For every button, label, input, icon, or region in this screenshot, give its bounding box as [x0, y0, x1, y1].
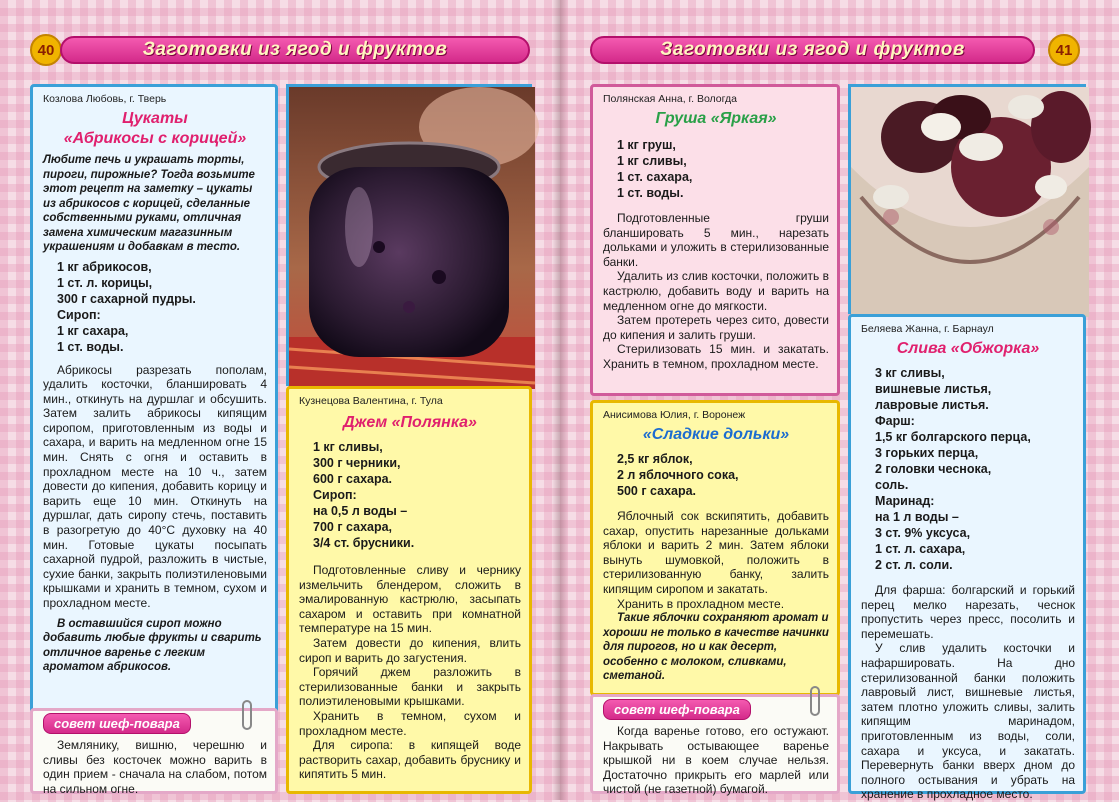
ingredient: 1 ст. воды. — [617, 186, 684, 200]
ingredient: 1 кг сливы, — [313, 440, 383, 454]
recipe-apricots — [30, 84, 278, 714]
ingredient: 1,5 кг болгарского перца, — [875, 430, 1031, 444]
ingredient: 500 г сахара. — [617, 484, 697, 498]
ingredient: Сироп: — [313, 488, 357, 502]
recipe-title: Груша «Яркая» — [655, 110, 777, 127]
ingredient: Сироп: — [57, 307, 101, 322]
ingredients-list — [299, 439, 521, 551]
ingredient: 1 ст. сахара, — [617, 170, 693, 184]
ingredient: 2 ст. л. соли. — [875, 558, 953, 572]
ingredient: 1 кг сахара, — [57, 323, 129, 338]
ingredient: 1 ст. л. сахара, — [875, 542, 966, 556]
right-page — [560, 0, 1119, 800]
recipe-body — [43, 363, 267, 611]
ingredient: 1 кг сливы, — [617, 154, 687, 168]
ingredient: 3 ст. 9% уксуса, — [875, 526, 971, 540]
recipe-paragraph: Хранить в темном, сухом и прохладном месте. — [299, 708, 521, 738]
section-banner-right: Заготовки из ягод и фруктов — [590, 36, 1035, 64]
recipe-body — [603, 509, 829, 611]
ingredient: 1 ст. воды. — [57, 339, 124, 354]
recipe-body — [299, 563, 521, 782]
recipe-author: Полянская Анна, г. Вологда — [603, 93, 737, 105]
recipe-title: Цукаты — [122, 110, 188, 127]
ingredient: вишневые листья, — [875, 382, 992, 396]
recipe-paragraph: У слив удалить косточки и нафаршировать. На дно стерилизованной банки положить лавровый лист, вишневые листья, затем плотно уложить сливы, залить кипящим маринадом, приготовленным из воды, соли, сахара и уксуса, и закатать. Перевернуть банки вверх дном до полного остывания и убрать на хранение в прохладное место. — [861, 641, 1075, 802]
tip-heading: совет шеф-повара — [603, 699, 751, 720]
page-number-left: 40 — [30, 34, 62, 66]
ingredient: Маринад: — [875, 494, 935, 508]
recipe-paragraph: Для сиропа: в кипящей воде растворить сахар, добавить бруснику и кипятить 5 мин. — [299, 738, 521, 782]
tip-paragraph: Когда варенье готово, его остужают. Накрывать остывающее варенье крышкой ни в коем случае нельзя. Достаточно прикрыть его марлей или чистой (не газетной) бумагой. — [603, 724, 829, 797]
recipe-author: Кузнецова Валентина, г. Тула — [299, 395, 443, 407]
ingredient: лавровые листья. — [875, 398, 989, 412]
ingredient: на 0,5 л воды – — [313, 504, 408, 518]
recipe-author: Анисимова Юлия, г. Воронеж — [603, 409, 746, 421]
paperclip-icon — [242, 700, 252, 730]
recipe-title: Слива «Обжорка» — [896, 340, 1040, 357]
recipe-paragraph: Абрикосы разрезать пополам, удалить косточки, бланшировать 4 мин., откинуть на дуршлаг и обсушить. Затем залить абрикосы кипящим сиропом, приготовленным из воды и сахара, и варить на медленном огне 15 мин. Снять с огня и оставить в прохладном месте на 10 ч., затем довести до кипения, добавить корицу и варить еще 10 мин. Откинуть на дуршлаг, дать сиропу стечь, поставить в разогретую до 40°С духовку на 40 мин. Готовые цукаты посыпать сахарной пудрой, разложить в чистые, сухие банки, закрыть полиэтиленовыми крышками и хранить в темном, сухом и прохладном месте. — [43, 362, 267, 610]
jam-jar-photo — [286, 84, 532, 386]
ingredients-list — [603, 451, 829, 499]
chef-tip-right — [590, 694, 840, 797]
recipe-title: «Сладкие дольки» — [642, 426, 790, 443]
ingredient: 600 г сахара. — [313, 472, 393, 486]
plums-bowl-photo — [848, 84, 1086, 314]
ingredient: 3/4 ст. брусники. — [313, 536, 415, 550]
ingredient: соль. — [875, 478, 909, 492]
recipe-body — [603, 211, 829, 372]
ingredient: 2 головки чеснока, — [875, 462, 992, 476]
recipe-paragraph: Затем протереть через сито, довести до кипения и залить груши. — [603, 313, 829, 342]
recipe-tail: Такие яблочки сохраняют аромат и хороши не только в качестве начинки для пирогов, но и как десерт, особенно с молоком, сливками, сметаной. — [603, 612, 829, 683]
tip-paragraph: Землянику, вишню, черешню и сливы без косточек можно варить в один прием - сначала на слабом, потом на сильном огне. — [43, 738, 267, 796]
recipe-author: Козлова Любовь, г. Тверь — [43, 93, 167, 105]
paperclip-icon — [810, 686, 820, 716]
recipe-tail: В оставшийся сироп можно добавить любые фрукты и сварить отличное варенье с легким ароматом абрикосов. — [43, 617, 262, 674]
recipe-paragraph: Горячий джем разложить в стерилизованные банки и закрыть полиэтиленовыми крышками. — [299, 665, 521, 709]
ingredients-list — [861, 365, 1075, 573]
ingredient: 1 ст. л. корицы, — [57, 275, 153, 290]
recipe-body — [861, 583, 1075, 802]
tip-heading: совет шеф-повара — [43, 713, 191, 734]
recipe-lead: Любите печь и украшать торты, пироги, пирожные? Тогда возьмите этот рецепт на заметку – цукаты из абрикосов с корицей, сделанные собственными руками, отличная замена химическим магазинным украшениям и добавкам в тесто. — [43, 154, 255, 253]
ingredient: на 1 л воды – — [875, 510, 959, 524]
recipe-paragraph: Хранить в прохладном месте. — [617, 596, 785, 611]
ingredient: 700 г сахара, — [313, 520, 393, 534]
recipe-subtitle: «Абрикосы с корицей» — [63, 130, 247, 147]
recipe-paragraph: Яблочный сок вскипятить, добавить сахар, опустить нарезанные дольками яблоки и варить 2 мин. Затем яблоки вынуть шумовкой, положить в стерилизованную банку, залить кипящим сиропом и закатать. — [603, 509, 829, 596]
ingredient: 2 л яблочного сока, — [617, 468, 739, 482]
tip-text — [43, 738, 267, 796]
left-page — [0, 0, 560, 800]
chef-tip-left — [30, 708, 278, 794]
ingredient: 3 горьких перца, — [875, 446, 979, 460]
recipe-paragraph: Затем довести до кипения, влить сироп и варить до загустения. — [299, 635, 521, 665]
recipe-jam-polyanka — [286, 386, 532, 794]
ingredient: 3 кг сливы, — [875, 366, 945, 380]
section-banner-left: Заготовки из ягод и фруктов — [60, 36, 530, 64]
recipe-paragraph: Для фарша: болгарский и горький перец мелко нарезать, чеснок пропустить через пресс, посолить и перемешать. — [861, 583, 1075, 641]
recipe-title: Джем «Полянка» — [343, 414, 477, 431]
ingredient: 1 кг абрикосов, — [57, 259, 152, 274]
recipe-sweet-slices — [590, 400, 840, 696]
recipe-plum-obzhorka — [848, 314, 1086, 802]
ingredient: 2,5 кг яблок, — [617, 452, 693, 466]
recipe-author: Беляева Жанна, г. Барнаул — [861, 323, 994, 335]
tip-text — [603, 724, 829, 797]
ingredient: Фарш: — [875, 414, 915, 428]
ingredient: 300 г сахарной пудры. — [57, 291, 196, 306]
page-number-right: 41 — [1048, 34, 1080, 66]
recipe-paragraph: Подготовленные груши бланшировать 5 мин., нарезать дольками и уложить в стерилизованные банки. — [603, 211, 829, 269]
recipe-paragraph: Стерилизовать 15 мин. и закатать. Хранить в темном, прохладном месте. — [603, 342, 829, 371]
ingredient: 1 кг груш, — [617, 138, 676, 152]
recipe-pear-yarkaya — [590, 84, 840, 396]
recipe-paragraph: Подготовленные сливу и чернику измельчить блендером, сложить в эмалированную кастрюлю, засыпать сахаром и оставить при комнатной температуре на 15 мин. — [299, 563, 521, 636]
recipe-paragraph: Удалить из слив косточки, положить в кастрюлю, добавить воду и варить на медленном огне до мягкости. — [603, 269, 829, 313]
ingredients-list — [603, 137, 829, 201]
ingredient: 300 г черники, — [313, 456, 401, 470]
ingredients-list — [43, 259, 267, 355]
